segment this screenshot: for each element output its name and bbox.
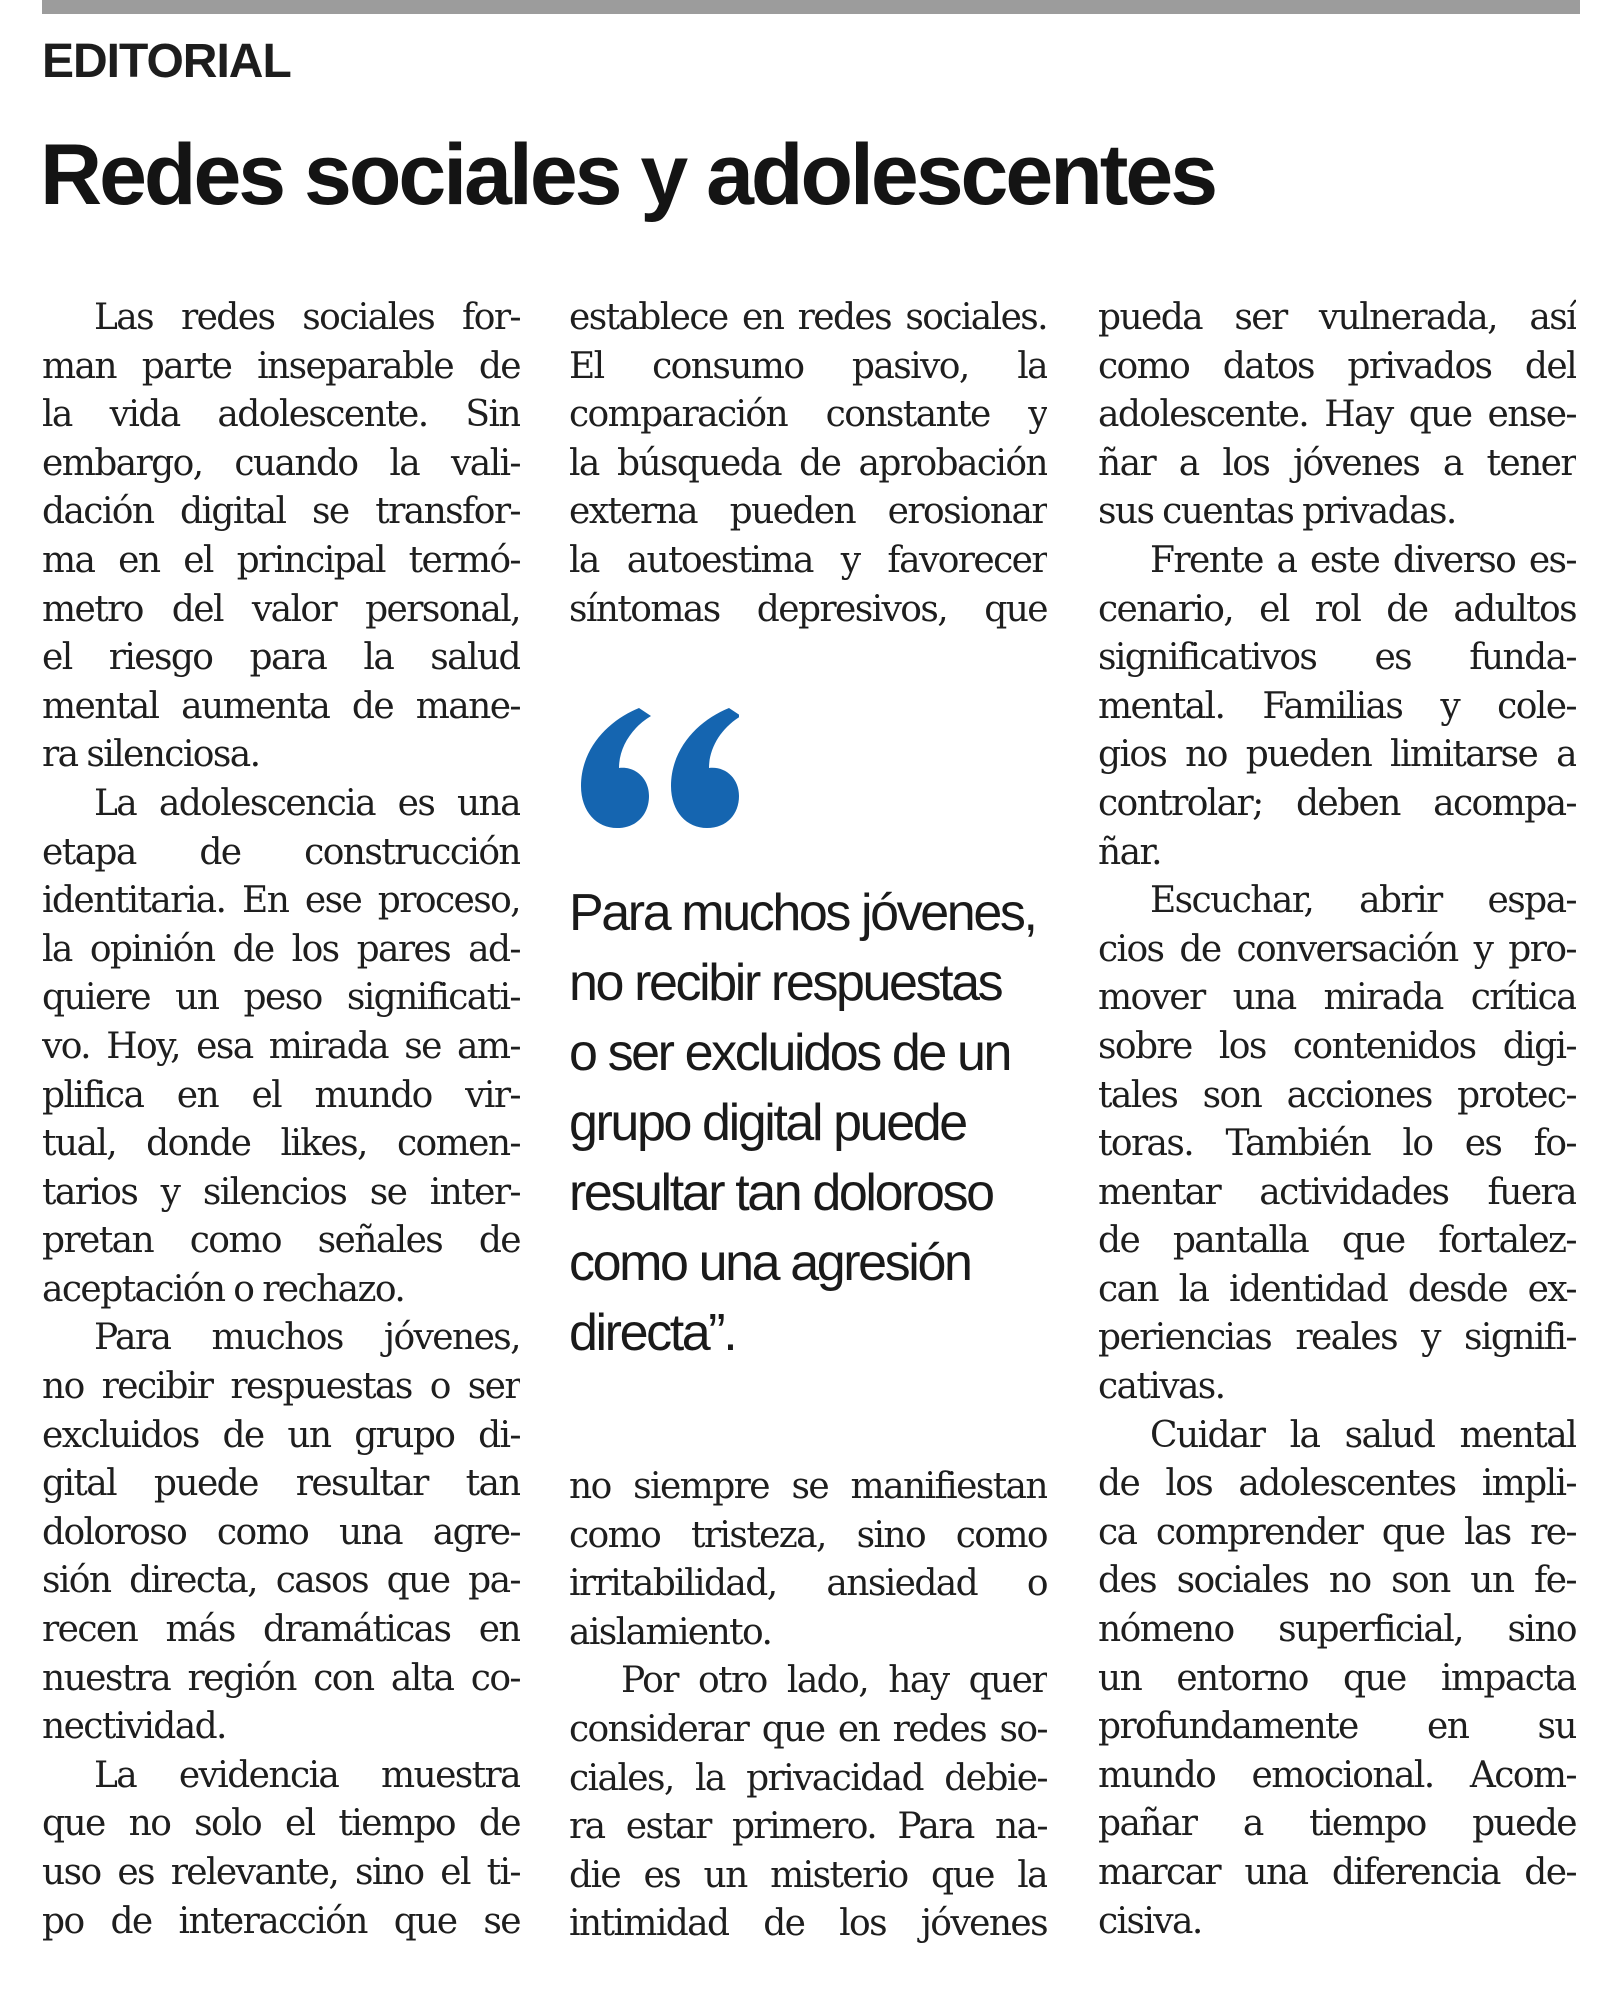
text-line: como datos privados del: [1098, 345, 1576, 387]
text-line: cisiva.: [1098, 1900, 1202, 1942]
text-line: Para muchos jóvenes,: [94, 1317, 520, 1359]
text-line: marcar una diferencia de-: [1098, 1852, 1576, 1893]
text-line: ca comprender que las re-: [1098, 1511, 1576, 1553]
text-line: tual, donde likes, comen-: [42, 1123, 520, 1165]
text-line: periencias reales y signifi-: [1098, 1317, 1576, 1359]
text-line: pretan como señales de: [42, 1220, 520, 1262]
text-line: establece en redes sociales.: [569, 297, 1047, 338]
text-line: uso es relevante, sino el ti-: [42, 1852, 520, 1893]
text-line: ñar a los jóvenes a tener: [1098, 442, 1576, 484]
text-line: Las redes sociales for-: [94, 297, 520, 338]
text-line: nómeno superficial, sino: [1098, 1609, 1576, 1651]
text-line: irritabilidad, ansiedad o: [569, 1563, 1047, 1605]
text-line: de pantalla que fortalez-: [1098, 1220, 1576, 1262]
text-line: comparación constante y: [569, 394, 1047, 436]
text-line: mental aumenta de mane-: [42, 685, 520, 727]
headline: Redes sociales y adolescentes: [40, 127, 1216, 223]
pull-quote-line: directa”.: [569, 1304, 736, 1362]
text-line: can la identidad desde ex-: [1098, 1268, 1576, 1310]
top-rule: [42, 0, 1580, 14]
text-line: mundo emocional. Acom-: [1098, 1754, 1576, 1796]
text-line: plifica en el mundo vir-: [42, 1074, 520, 1116]
text-line: Escuchar, abrir espa-: [1150, 880, 1576, 922]
text-line: El consumo pasivo, la: [569, 345, 1047, 387]
text-line: recen más dramáticas en: [42, 1609, 520, 1651]
pull-quote: [569, 700, 1069, 1368]
text-line: embargo, cuando la vali-: [42, 442, 520, 484]
text-line: la opinión de los pares ad-: [42, 928, 520, 970]
text-line: intimidad de los jóvenes: [569, 1903, 1047, 1945]
text-line: ma en el principal termó-: [42, 539, 520, 581]
text-line: po de interacción que se: [42, 1900, 520, 1942]
text-line: ra silenciosa.: [42, 734, 260, 776]
text-line: síntomas depresivos, que: [569, 588, 1047, 630]
text-line: ñar.: [1098, 831, 1161, 873]
text-line: ciales, la privacidad debie-: [569, 1757, 1047, 1799]
text-line: nectividad.: [42, 1706, 226, 1748]
text-line: la vida adolescente. Sin: [42, 394, 520, 436]
article-column-2-bottom: [569, 1463, 1047, 1949]
text-line: tales son acciones protec-: [1098, 1074, 1576, 1116]
text-line: Cuidar la salud mental: [1150, 1414, 1576, 1456]
text-line: excluidos de un grupo di-: [42, 1414, 520, 1456]
text-line: mentar actividades fuera: [1098, 1171, 1576, 1213]
text-line: metro del valor personal,: [42, 588, 520, 630]
text-line: pañar a tiempo puede: [1098, 1803, 1576, 1845]
text-line: die es un misterio que la: [569, 1854, 1047, 1896]
text-line: sión directa, casos que pa-: [42, 1560, 520, 1602]
pull-quote-line: no recibir respuestas: [569, 954, 1002, 1012]
text-line: considerar que en redes so-: [569, 1708, 1047, 1750]
text-line: aislamiento.: [569, 1611, 772, 1653]
text-line: como tristeza, sino como: [569, 1514, 1047, 1556]
text-line: gios no pueden limitarse a: [1098, 734, 1576, 776]
pull-quote-line: Para muchos jóvenes,: [569, 884, 1036, 942]
text-line: Por otro lado, hay quer: [621, 1660, 1047, 1702]
article-column-1: [42, 294, 520, 1946]
opening-quote-icon: [569, 700, 739, 840]
text-line: significativos es funda-: [1098, 637, 1576, 679]
text-line: que no solo el tiempo de: [42, 1803, 520, 1845]
text-line: mover una mirada crítica: [1098, 977, 1576, 1019]
text-line: gital puede resultar tan: [42, 1463, 520, 1505]
text-line: identitaria. En ese proceso,: [42, 880, 520, 922]
text-line: La evidencia muestra: [94, 1754, 520, 1796]
text-line: sus cuentas privadas.: [1098, 491, 1456, 533]
text-line: cenario, el rol de adultos: [1098, 588, 1576, 630]
text-line: no recibir respuestas o ser: [42, 1366, 520, 1408]
text-line: la búsqueda de aprobación: [569, 442, 1047, 484]
text-line: de los adolescentes impli-: [1098, 1463, 1576, 1505]
text-line: un entorno que impacta: [1098, 1657, 1576, 1699]
article-column-3: [1098, 294, 1576, 1946]
text-line: doloroso como una agre-: [42, 1511, 520, 1553]
text-line: no siempre se manifiestan: [569, 1466, 1047, 1507]
section-label: EDITORIAL: [42, 35, 291, 88]
text-line: vo. Hoy, esa mirada se am-: [42, 1025, 520, 1067]
pull-quote-text: [569, 878, 1069, 1368]
text-line: etapa de construcción: [42, 831, 520, 873]
article-column-2-top: [569, 294, 1047, 634]
pull-quote-line: grupo digital puede: [569, 1094, 966, 1152]
text-line: controlar; deben acompa-: [1098, 782, 1576, 824]
text-line: sobre los contenidos digi-: [1098, 1025, 1576, 1067]
text-line: profundamente en su: [1098, 1706, 1576, 1748]
text-line: adolescente. Hay que ense-: [1098, 394, 1576, 436]
text-line: externa pueden erosionar: [569, 491, 1047, 533]
text-line: nuestra región con alta co-: [42, 1657, 520, 1699]
text-line: quiere un peso significati-: [42, 977, 520, 1019]
pull-quote-line: resultar tan doloroso: [569, 1164, 993, 1222]
text-line: pueda ser vulnerada, así: [1098, 297, 1576, 338]
pull-quote-line: o ser excluidos de un: [569, 1024, 1011, 1082]
text-line: dación digital se transfor-: [42, 491, 520, 533]
text-line: el riesgo para la salud: [42, 637, 520, 679]
text-line: ra estar primero. Para na-: [569, 1806, 1047, 1848]
text-line: des sociales no son un fe-: [1098, 1560, 1576, 1602]
text-line: mental. Familias y cole-: [1098, 685, 1576, 727]
text-line: La adolescencia es una: [94, 782, 520, 824]
text-line: la autoestima y favorecer: [569, 539, 1047, 581]
text-line: cativas.: [1098, 1366, 1225, 1408]
text-line: aceptación o rechazo.: [42, 1268, 405, 1310]
text-line: man parte inseparable de: [42, 345, 520, 387]
text-line: tarios y silencios se inter-: [42, 1171, 520, 1213]
text-line: toras. También lo es fo-: [1098, 1123, 1576, 1165]
text-line: cios de conversación y pro-: [1098, 928, 1576, 970]
pull-quote-line: como una agresión: [569, 1234, 971, 1292]
text-line: Frente a este diverso es-: [1150, 539, 1576, 581]
